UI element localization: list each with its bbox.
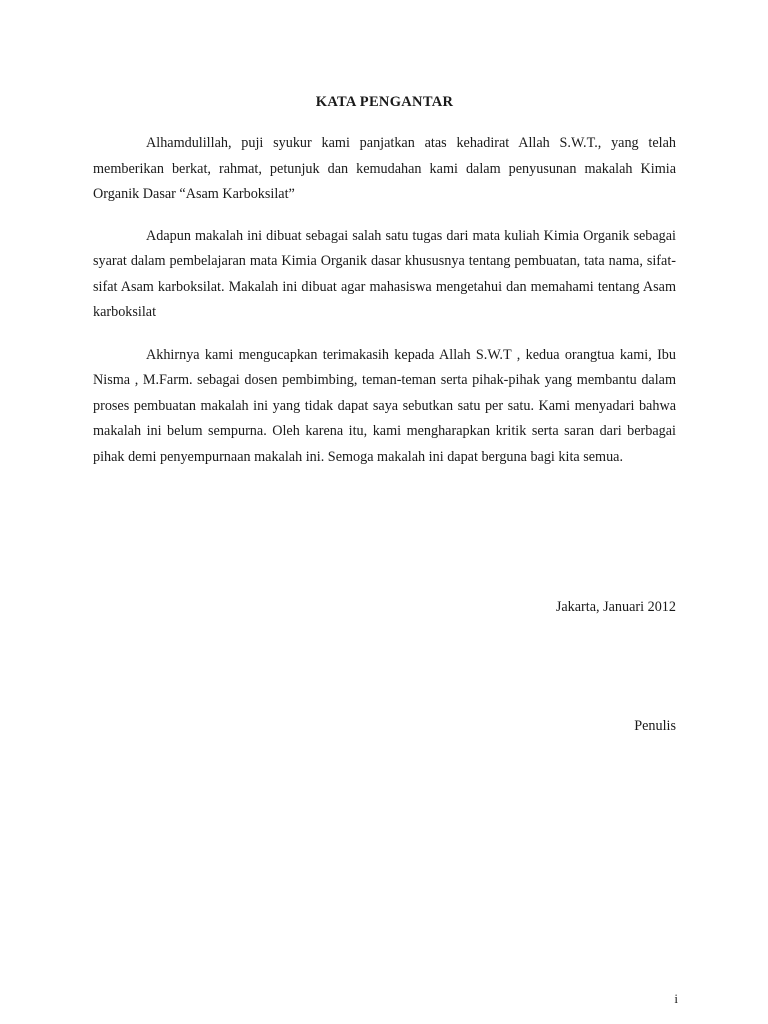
paragraph-purpose: Adapun makalah ini dibuat sebagai salah satu tugas dari mata kuliah Kimia Organik sebagai syarat dalam pembelajaran mata Kimia Organik dasar khususnya tentang pembuatan, tata nama, sifat-sifat Asam karboksilat. Makalah ini dibuat agar mahasiswa mengetahui dan memahami tentang Asam karboksilat [93,227,676,320]
place-date: Jakarta, Januari 2012 [555,599,676,615]
author-signature: Penulis [634,718,676,734]
page-number: i [674,991,678,1006]
paragraph-opening: Alhamdulillah, puji syukur kami panjatkan atas kehadirat Allah S.W.T., yang telah memberikan berkat, rahmat, petunjuk dan kemudahan kami dalam penyusunan makalah Kimia Organik Dasar “Asam Karboksilat” [93,135,676,202]
document-body [93,92,676,470]
paragraph-acknowledgement: Akhirnya kami mengucapkan terimakasih kepada Allah S.W.T , kedua orangtua kami, Ibu Nisma , M.Farm. sebagai dosen pembimbing, teman-teman serta pihak-pihak yang membantu dalam proses pembuatan makalah ini yang tidak dapat saya sebutkan satu per satu. Kami menyadari bahwa makalah ini belum sempurna. Oleh karena itu, kami mengharapkan kritik serta saran dari berbagai pihak demi penyempurnaan makalah ini. Semoga makalah ini dapat berguna bagi kita semua. [93,346,676,465]
page-title: KATA PENGANTAR [315,94,454,110]
